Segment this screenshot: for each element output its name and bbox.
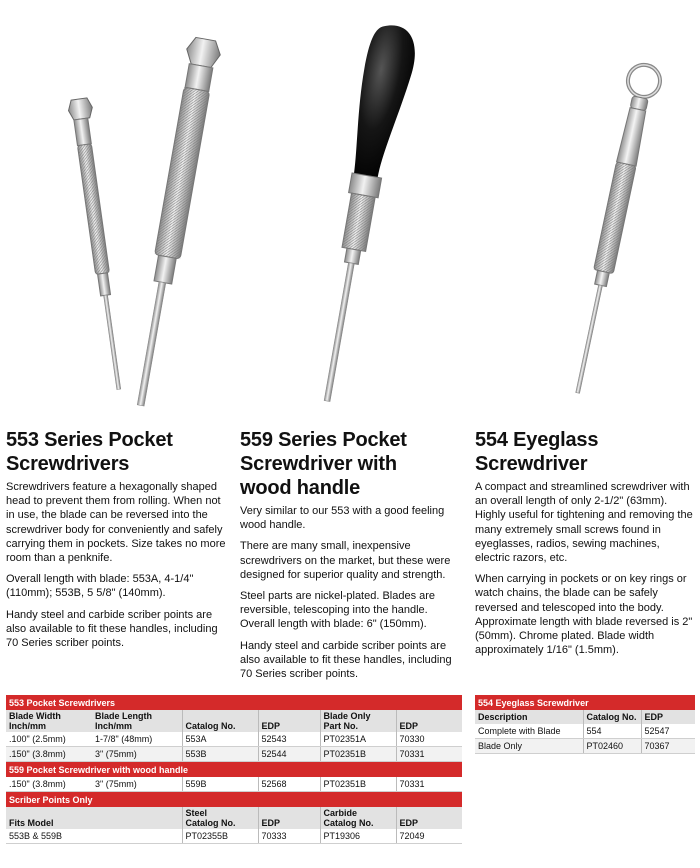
section-header: 559 Pocket Screwdriver with wood handle xyxy=(6,762,462,778)
section-header: 553 Pocket Screwdrivers xyxy=(6,695,462,710)
paragraph: There are many small, inexpensive screwdrivers on the market, but these were designed for superior quality and strength. xyxy=(240,540,451,581)
cell: 52543 xyxy=(258,732,320,747)
section-header: Scriber Points Only xyxy=(6,792,462,808)
screwdriver-554 xyxy=(562,62,663,396)
column-header: Description xyxy=(475,710,583,724)
paragraph: Handy steel and carbide scriber points are also available to fit these handles, including 70 Series scriber points. xyxy=(6,608,218,650)
screwdriver-553b xyxy=(124,36,222,408)
cell: PT02355B xyxy=(182,829,258,844)
cell: 52547 xyxy=(641,724,695,739)
column-header: Carbide Catalog No. xyxy=(320,807,396,829)
cell: .100" (2.5mm) xyxy=(6,732,92,747)
column-header: Fits Model xyxy=(6,807,182,829)
product-554-title: 554 Eyeglass Screwdriver xyxy=(475,429,599,475)
paragraph: Handy steel and carbide scriber points are also available to fit these handles, including 70 Series scriber points. xyxy=(240,639,452,681)
table-row xyxy=(6,777,462,792)
cell: 553B & 559B xyxy=(6,829,182,844)
paragraph: A compact and streamlined screwdriver with an overall length of only 2-1/2" (63mm). Highly useful for tightening and removing the many extremely small screws found in eyeglasses, radios, sewing machines, electric razors, etc. xyxy=(475,481,693,565)
product-559-description xyxy=(240,428,462,688)
table-header xyxy=(475,710,695,724)
column-header: EDP xyxy=(396,807,462,829)
paragraph: Steel parts are nickel-plated. Blades are reversible, telescoping into the handle. Overall length with blade: 6" (150mm). xyxy=(240,590,436,631)
cell: 553B xyxy=(182,747,258,762)
cell: PT02460 xyxy=(583,739,641,754)
paragraph: When carrying in pockets or on key rings or watch chains, the blade can be safely reversed and telescoped into the body. Approximate length with blade reversed is 2" (50mm). Chrome plated. Blade width approximately 1/16" (1.5mm). xyxy=(475,573,693,657)
paragraph: Screwdrivers feature a hexagonally shaped head to prevent them from rolling. When not in use, the blade can be reversed into the screwdriver body for conveniently and safely carrying them in pockets. Size takes no more room than a penknife. xyxy=(6,481,226,565)
cell: 3" (75mm) xyxy=(92,777,182,792)
cell: PT19306 xyxy=(320,829,396,844)
product-559-title: 559 Series Pocket Screwdriver with wood handle xyxy=(240,429,407,499)
cell: Blade Only xyxy=(475,739,583,754)
cell: 554 xyxy=(583,724,641,739)
table-row xyxy=(475,724,695,739)
column-header: Blade Only Part No. xyxy=(320,710,396,732)
cell: 52568 xyxy=(258,777,320,792)
screwdriver-559b xyxy=(306,22,419,406)
spec-table-554 xyxy=(475,695,695,754)
spec-table-553-559 xyxy=(6,695,462,844)
section-header: 554 Eyeglass Screwdriver xyxy=(475,695,695,710)
cell: 3" (75mm) xyxy=(92,747,182,762)
cell: 70330 xyxy=(396,732,462,747)
table-row xyxy=(6,829,462,844)
column-header: Catalog No. xyxy=(583,710,641,724)
cell: PT02351B xyxy=(320,777,396,792)
table-row xyxy=(475,739,695,754)
cell: PT02351A xyxy=(320,732,396,747)
photo-559-screwdriver xyxy=(250,0,450,425)
cell: 70331 xyxy=(396,777,462,792)
screwdriver-553a xyxy=(67,97,132,390)
column-header: Blade Length Inch/mm xyxy=(92,710,182,732)
cell: Complete with Blade xyxy=(475,724,583,739)
paragraph: Overall length with blade: 553A, 4-1/4" (110mm); 553B, 5 5/8" (140mm). xyxy=(6,573,194,600)
cell: 70367 xyxy=(641,739,695,754)
product-554-description xyxy=(475,428,695,664)
cell: PT02351B xyxy=(320,747,396,762)
cell: 553A xyxy=(182,732,258,747)
cell: 72049 xyxy=(396,829,462,844)
table-row xyxy=(6,747,462,762)
photo-554-screwdriver xyxy=(500,0,700,425)
cell: 52544 xyxy=(258,747,320,762)
column-header: EDP xyxy=(396,710,462,732)
cell: 1-7/8" (48mm) xyxy=(92,732,182,747)
table-header xyxy=(6,807,462,829)
paragraph: Very similar to our 553 with a good feeling wood handle. xyxy=(240,505,445,532)
table-header xyxy=(6,710,462,732)
column-header: Steel Catalog No. xyxy=(182,807,258,829)
column-header: EDP xyxy=(258,710,320,732)
photo-553-screwdrivers xyxy=(0,0,230,425)
column-header: EDP xyxy=(641,710,695,724)
cell: 70331 xyxy=(396,747,462,762)
cell: .150" (3.8mm) xyxy=(6,747,92,762)
table-row xyxy=(6,732,462,747)
column-header: Blade Width Inch/mm xyxy=(6,710,92,732)
product-553-description xyxy=(6,428,228,657)
cell: .150" (3.8mm) xyxy=(6,777,92,792)
cell: 559B xyxy=(182,777,258,792)
product-553-title: 553 Series Pocket Screwdrivers xyxy=(6,429,173,475)
cell: 70333 xyxy=(258,829,320,844)
column-header: EDP xyxy=(258,807,320,829)
column-header: Catalog No. xyxy=(182,710,258,732)
